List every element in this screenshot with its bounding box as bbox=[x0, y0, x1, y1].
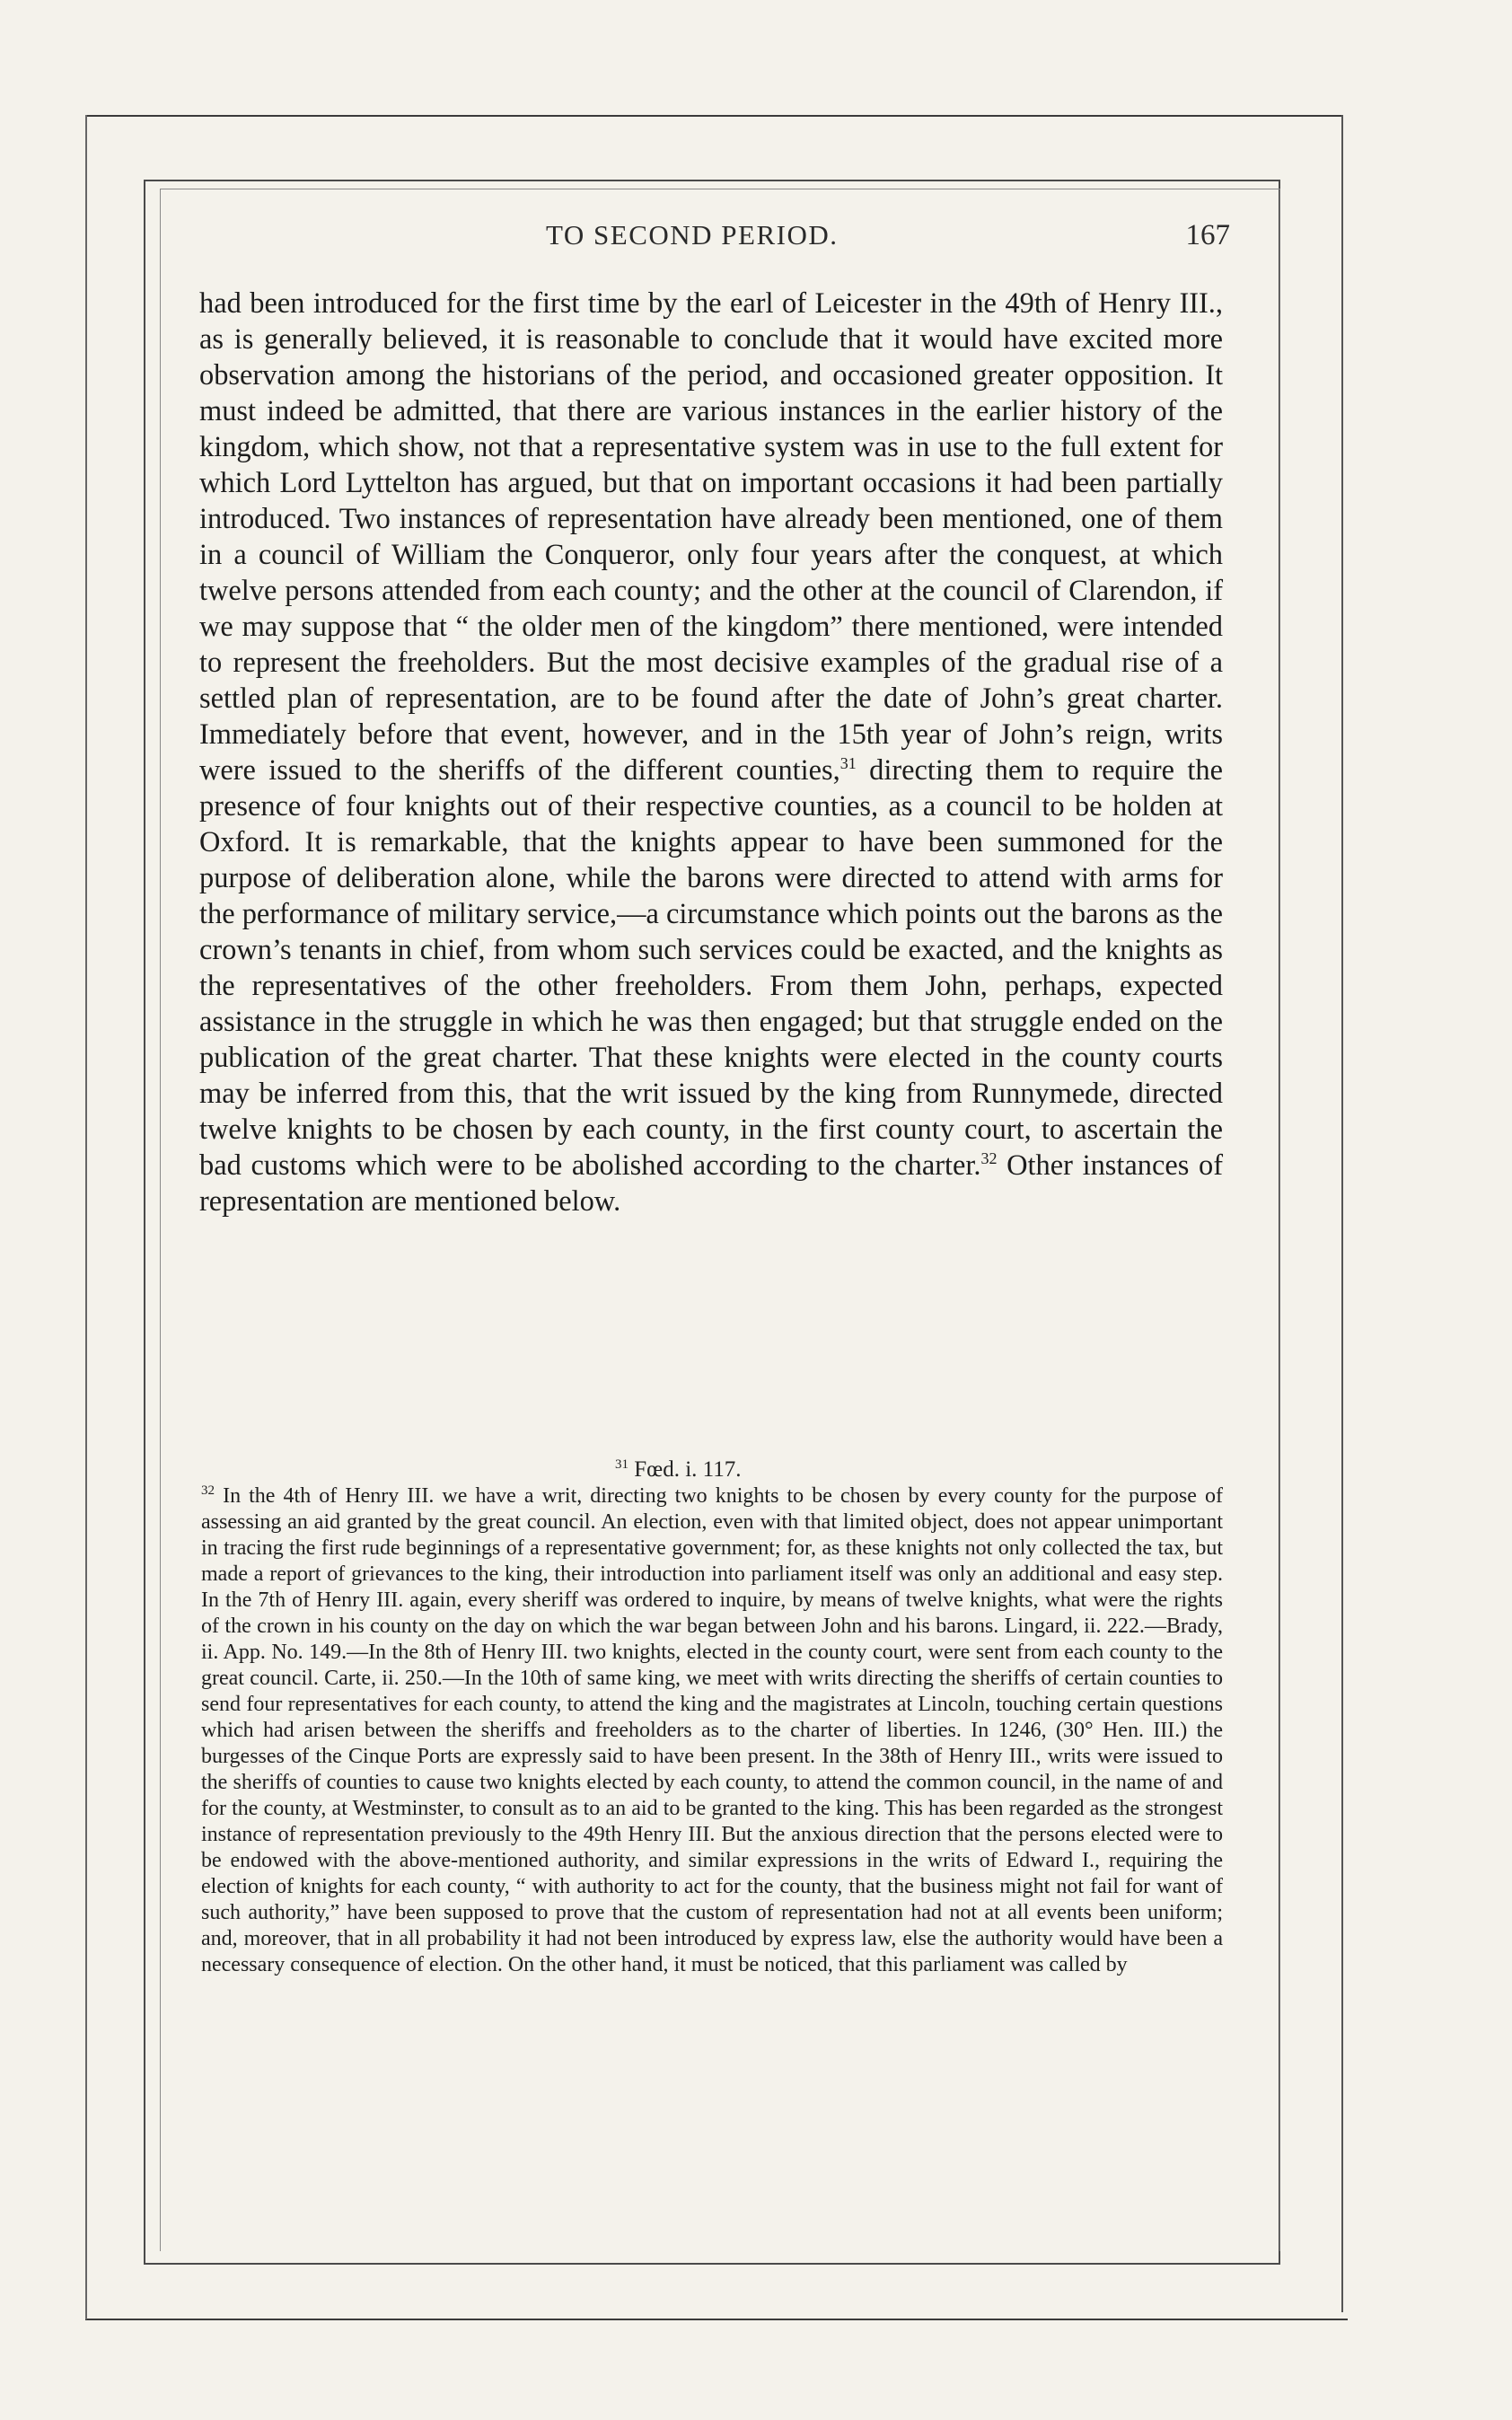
page-edge-bottom-rule bbox=[85, 2319, 1348, 2320]
body-text-part-b: directing them to require the presence of four knights out of their respective counties, as a council to be holden at Oxford. It is remarkable, that the knights appear to have been summoned for the purpose of deliberation alone, while the barons were directed to attend with arms for the performance of military service,—a circumstance which points out the barons as the crown’s tenants in chief, from whom such services could be exacted, and the knights as the representatives of the other freeholders. From them John, perhaps, expected assistance in the struggle in which he was then engaged; but that struggle ended on the publication of the great charter. That these knights were elected in the county courts may be inferred from this, that the writ issued by the king from Runnymede, directed twelve knights to be chosen by each county, in the first county court, to ascertain the bad customs which were to be abolished according to the charter. bbox=[199, 754, 1223, 1182]
footnote-ref-31: 31 bbox=[840, 754, 857, 772]
body-paragraph bbox=[199, 286, 1223, 1219]
footnote-32 bbox=[201, 1483, 1223, 1978]
footnote-31-text: Fœd. i. 117. bbox=[629, 1457, 742, 1482]
footnote-ref-32: 32 bbox=[980, 1149, 998, 1167]
page-edge-right-rule bbox=[1341, 115, 1343, 2312]
body-text-part-a: had been introduced for the first time by the earl of Leicester in the 49th of Henry III., as is generally believed, it is reasonable to conclude that it would have excited more observation among the historians of the period, and occasioned greater opposition. It must indeed be admitted, that there are various instances in the earlier history of the kingdom, which show, not that a representative system was in use to the full extent for which Lord Lyttelton has argued, but that on important occasions it had been partially introduced. Two instances of representation have already been mentioned, one of them in a council of William the Conqueror, only four years after the conquest, at which twelve persons attended from each county; and the other at the council of Clarendon, if we may suppose that “ the older men of the kingdom” there mentioned, were intended to represent the freeholders. But the most decisive examples of the gradual rise of a settled plan of representation, are to be found after the date of John’s great charter. Immediately before that event, however, and in the 15th year of John’s reign, writs were issued to the sheriffs of the different counties, bbox=[199, 287, 1223, 787]
page-edge-top-rule bbox=[85, 115, 1342, 117]
running-header bbox=[199, 219, 1230, 255]
footnote-31-mark: 31 bbox=[615, 1457, 629, 1472]
footnote-32-mark: 32 bbox=[201, 1483, 215, 1498]
main-text bbox=[199, 286, 1223, 1219]
footnote-32-paragraph bbox=[201, 1483, 1223, 1978]
footnote-31 bbox=[615, 1457, 741, 1483]
footnote-32-text: In the 4th of Henry III. we have a writ, directing two knights to be chosen by every county for the purpose of assessing an aid granted by the great council. An election, even with that limited object, does not appear unimportant in tracing the first rude beginnings of a representative government; for, as these knights not only collected the tax, but made a report of grievances to the king, their introduction into parliament itself was only an additional and easy step. In the 7th of Henry III. again, every sheriff was ordered to inquire, by means of twelve knights, what were the rights of the crown in his county on the day on which the war began between John and his barons. Lingard, ii. 222.—Brady, ii. App. No. 149.—In the 8th of Henry III. two knights, elected in the county court, were sent from each county to the great council. Carte, ii. 250.—In the 10th of same king, we meet with writs directing the sheriffs of certain counties to send four representatives for each county, to attend the king and the magistrates at Lincoln, touching certain questions which had arisen between the sheriffs and freeholders as to the charter of liberties. In 1246, (30° Hen. III.) the burgesses of the Cinque Ports are expressly said to have been present. In the 38th of Henry III., writs were issued to the sheriffs of counties to cause two knights elected by each county, to attend the common council, in the name of and for the county, at Westminster, to consult as to an aid to be granted to the king. This has been regarded as the strongest instance of representation previously to the 49th Henry III. But the anxious direction that the persons elected were to be endowed with the above-mentioned authority, and similar expressions in the writs of Edward I., requiring the election of knights for each county, “ with authority to act for the county, that the business might not fail for want of such authority,” have been supposed to prove that the custom of representation had not at all events been uniform; and, moreover, that in all probability it had not been introduced by express law, else the authority would have been a necessary consequence of election. On the other hand, it must be noticed, that this parliament was called by bbox=[201, 1484, 1223, 1976]
running-title: TO SECOND PERIOD. bbox=[546, 219, 839, 251]
page-edge-left-rule bbox=[85, 115, 87, 2319]
page-number: 167 bbox=[1185, 219, 1230, 251]
body-text-part-c: Other instances of representation are mentioned below. bbox=[199, 1149, 1223, 1218]
